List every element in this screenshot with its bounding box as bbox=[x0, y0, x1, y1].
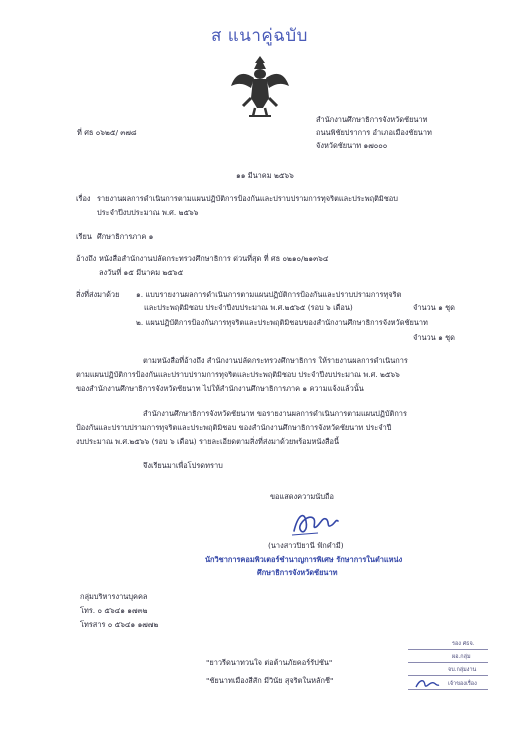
garuda-emblem-icon bbox=[229, 52, 291, 118]
subject-line2: ประจำปีงบประมาณ พ.ศ. ๒๕๖๖ bbox=[97, 208, 199, 217]
routing-row1-underline bbox=[408, 649, 488, 650]
sender-address-line2: ถนนพิชัยปราการ อำเภอเมืองชัยนาท bbox=[316, 128, 432, 137]
routing-row4: เจ้าของเรื่อง bbox=[448, 681, 477, 687]
sender-address-line1: สำนักงานศึกษาธิการจังหวัดชัยนาท bbox=[316, 115, 428, 124]
routing-stamp-box bbox=[408, 640, 490, 700]
slogan-line2: "ชัยนาทเมืองสีสัก มีวินัย สุจริตในหลักชี" bbox=[206, 676, 334, 685]
body-para1-line1: ตามหนังสือที่อ้างถึง สำนักงานปลัดกระทรวงศึกษาธิการ ให้รายงานผลการดำเนินการ bbox=[143, 356, 408, 365]
routing-row2: ผอ.กลุ่ม bbox=[452, 654, 471, 660]
sender-address-line3: จังหวัดชัยนาท ๑๗๐๐๐ bbox=[316, 141, 388, 150]
subject-label: เรื่อง bbox=[76, 194, 91, 203]
regards-line: ขอแสดงความนับถือ bbox=[270, 492, 334, 501]
reference-line2: ลงวันที่ ๑๕ มีนาคม ๒๕๖๕ bbox=[99, 268, 184, 277]
contact-fax: โทรสาร ๐ ๕๖๔๑ ๑๗๗๒ bbox=[80, 620, 159, 629]
closing-line: จึงเรียนมาเพื่อโปรดทราบ bbox=[143, 461, 223, 470]
attachment-item2-qty: จำนวน ๑ ชุด bbox=[413, 333, 455, 342]
routing-initials-icon bbox=[414, 677, 440, 691]
body-para2-line1: สำนักงานศึกษาธิการจังหวัดชัยนาท ขอรายงานผลการดำเนินการตามแผนปฏิบัติการ bbox=[143, 409, 407, 418]
attachment-item1-line1: ๑. แบบรายงานผลการดำเนินการตามแผนปฏิบัติการป้องกันและปราบปรามการทุจริต bbox=[136, 290, 402, 299]
body-para2-line2: ป้องกันและปราบปรามการทุจริตและประพฤติมิชอบ ของสำนักงานศึกษาธิการจังหวัดชัยนาท ประจำปี bbox=[76, 423, 392, 432]
body-para2-line3: งบประมาณ พ.ศ.๒๕๖๖ (รอบ ๖ เดือน) รายละเอียดตามสิ่งที่ส่งมาด้วยพร้อมหนังสือนี้ bbox=[76, 437, 340, 446]
routing-row3-underline bbox=[408, 675, 488, 676]
letter-date: ๑๑ มีนาคม ๒๕๖๖ bbox=[236, 171, 294, 180]
routing-row2-underline bbox=[408, 662, 488, 663]
handwritten-signature-icon bbox=[288, 507, 340, 539]
attachment-item1-qty: จำนวน ๑ ชุด bbox=[413, 303, 455, 312]
signer-position-line2: ศึกษาธิการจังหวัดชัยนาท bbox=[257, 568, 338, 577]
subject-line1: รายงานผลการดำเนินการตามแผนปฏิบัติการป้องกันและปราบปรามการทุจริตและประพฤติมิชอบ bbox=[97, 194, 398, 203]
doc-number: ที่ ศธ ๐๖๒๕/ ๓๗๘ bbox=[77, 128, 137, 137]
body-para1-line2: ตามแผนปฏิบัติการป้องกันและปราบปรามการทุจริตและประพฤติมิชอบ ประจำปีงบประมาณ พ.ศ. ๒๕๖๖ bbox=[76, 370, 400, 379]
signer-position-line1: นักวิชาการคอมพิวเตอร์ชำนาญการพิเศษ รักษาการในตำแหน่ง bbox=[205, 555, 403, 564]
recipient-label: เรียน bbox=[76, 232, 92, 241]
body-para1-line3: ของสำนักงานศึกษาธิการจังหวัดชัยนาท ไปให้สำนักงานศึกษาธิการภาค ๑ ความแจ้งแล้วนั้น bbox=[76, 384, 364, 393]
signer-name: (นางสาวปิยานี ฟักคำมี) bbox=[268, 541, 344, 550]
attachment-item2-line1: ๒. แผนปฏิบัติการป้องกันการทุจริตและประพฤติมิชอบของสำนักงานศึกษาธิการจังหวัดชัยนาท bbox=[136, 318, 428, 327]
recipient-value: ศึกษาธิการภาค ๑ bbox=[97, 232, 154, 241]
contact-phone: โทร. ๐ ๕๖๔๑ ๑๗๓๒ bbox=[80, 606, 148, 615]
slogan-line1: "ยาวรีดนาทวนใจ ต่อต้านภัยคอร์รัปชัน" bbox=[206, 658, 333, 667]
routing-row3: จบ.กลุ่มงาน bbox=[448, 667, 477, 673]
routing-row1: รอง ศธจ. bbox=[452, 641, 475, 647]
contact-department: กลุ่มบริหารงานบุคคล bbox=[80, 592, 148, 601]
reference-line1: หนังสือสำนักงานปลัดกระทรวงศึกษาธิการ ด่วนที่สุด ที่ ศธ ๐๒๑๐/๒๑๓๖๔ bbox=[99, 254, 329, 263]
attachment-item1-line2: และประพฤติมิชอบ ประจำปีงบประมาณ พ.ศ.๒๕๖๕ (รอบ ๖ เดือน) bbox=[144, 303, 353, 312]
reference-label: อ้างถึง bbox=[76, 254, 97, 263]
copy-stamp: ส แนาคู่ฉบับ bbox=[211, 26, 308, 46]
attachments-label: สิ่งที่ส่งมาด้วย bbox=[76, 290, 120, 299]
